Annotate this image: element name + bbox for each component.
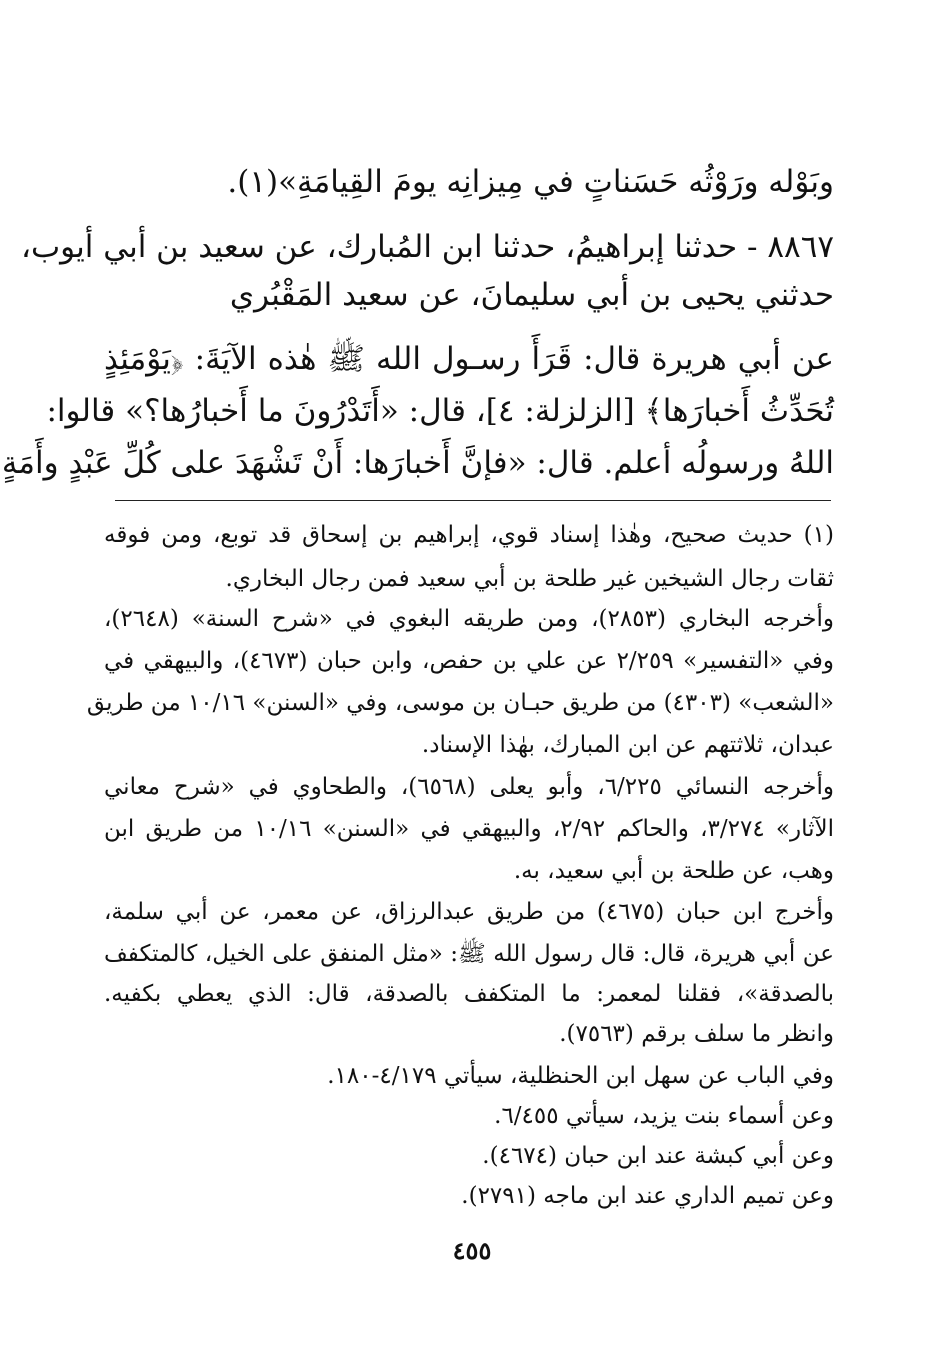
main-text-line: ٨٨٦٧ - حدثنا إبراهيمُ، حدثنا ابن المُبارك، عن سعيد بن أبي أيوب، (20, 229, 834, 265)
main-text-line: عن أبي هريرة قال: قَرَأَ رسـول الله ﷺ هٰذه الآيَةَ: ﴿يَوْمَئِذٍ (104, 341, 834, 377)
footnote-line: وعن تميم الداري عند ابن ماجه (٢٧٩١). (461, 1183, 834, 1209)
footnote-line: عبدان، ثلاثتهم عن ابن المبارك، بهٰذا الإسناد. (421, 732, 834, 758)
footnote-line: وأخرجه النسائي ٦/٢٢٥، وأبو يعلى (٦٥٦٨)، والطحاوي في «شرح معاني (104, 774, 834, 800)
footnote-line: وهب، عن طلحة بن أبي سعيد، به. (513, 858, 834, 884)
footnote-line: وفي الباب عن سهل ابن الحنظلية، سيأتي ٤/١٧٩-١٨٠. (327, 1063, 834, 1089)
footnote-line: بالصدقة»، فقلنا لمعمر: ما المتكفف بالصدقة، قال: الذي يعطي بكفيه. (104, 981, 834, 1007)
footnote-line: وعن أبي كبشة عند ابن حبان (٤٦٧٤). (482, 1143, 834, 1169)
footnote-line: وفي «التفسير» ٢/٢٥٩ عن علي بن حفص، وابن حبان (٤٦٧٣)، والبيهقي في (104, 648, 834, 674)
footnote-line: ثقات رجال الشيخين غير طلحة بن أبي سعيد فمن رجال البخاري. (225, 566, 834, 592)
footnote-separator (115, 500, 831, 501)
page-number: ٤٥٥ (452, 1236, 492, 1265)
footnote-line: وأخرجه البخاري (٢٨٥٣)، ومن طريقه البغوي في «شرح السنة» (٢٦٤٨)، (104, 606, 834, 632)
footnote-line: وأخرج ابن حبان (٤٦٧٥) من طريق عبدالرزاق، عن معمر، عن أبي سلمة، (104, 899, 834, 925)
footnote-line: «الشعب» (٤٣٠٣) من طريق حبـان بن موسى، وفي «السنن» ١٠/١٦ من طريق (86, 690, 834, 716)
footnote-line: وانظر ما سلف برقم (٧٥٦٣). (559, 1021, 834, 1047)
footnote-line: (١) حديث صحيح، وهٰذا إسناد قوي، إبراهيم بن إسحاق قد توبع، ومن فوقه (104, 522, 834, 548)
footnote-line: وعن أسماء بنت يزيد، سيأتي ٦/٤٥٥. (494, 1103, 834, 1129)
footnote-line: عن أبي هريرة، قال: قال رسول الله ﷺ: «مثل المنفق على الخيل، كالمتكفف (104, 941, 834, 967)
main-text-line: حدثني يحيى بن أبي سليمانَ، عن سعيد المَقْبُري (229, 277, 834, 313)
main-text-line: اللهُ ورسولُه أعلم. قال: «فإنَّ أَخبارَها: أَنْ تَشْهَدَ على كُلِّ عَبْدٍ وأَمَةٍ (1, 445, 834, 481)
main-text-line: وبَوْله ورَوْثُه حَسَناتٍ في مِيزانِه يومَ القِيامَةِ»(١). (227, 164, 834, 200)
main-text-line: تُحَدِّثُ أَخبارَها﴾ [الزلزلة: ٤]، قال: «أَتَدْرُونَ ما أَخبارُها؟» قالوا: (46, 393, 834, 429)
footnote-line: الآثار» ٣/٢٧٤، والحاكم ٢/٩٢، والبيهقي في «السنن» ١٠/١٦ من طريق ابن (104, 816, 835, 842)
